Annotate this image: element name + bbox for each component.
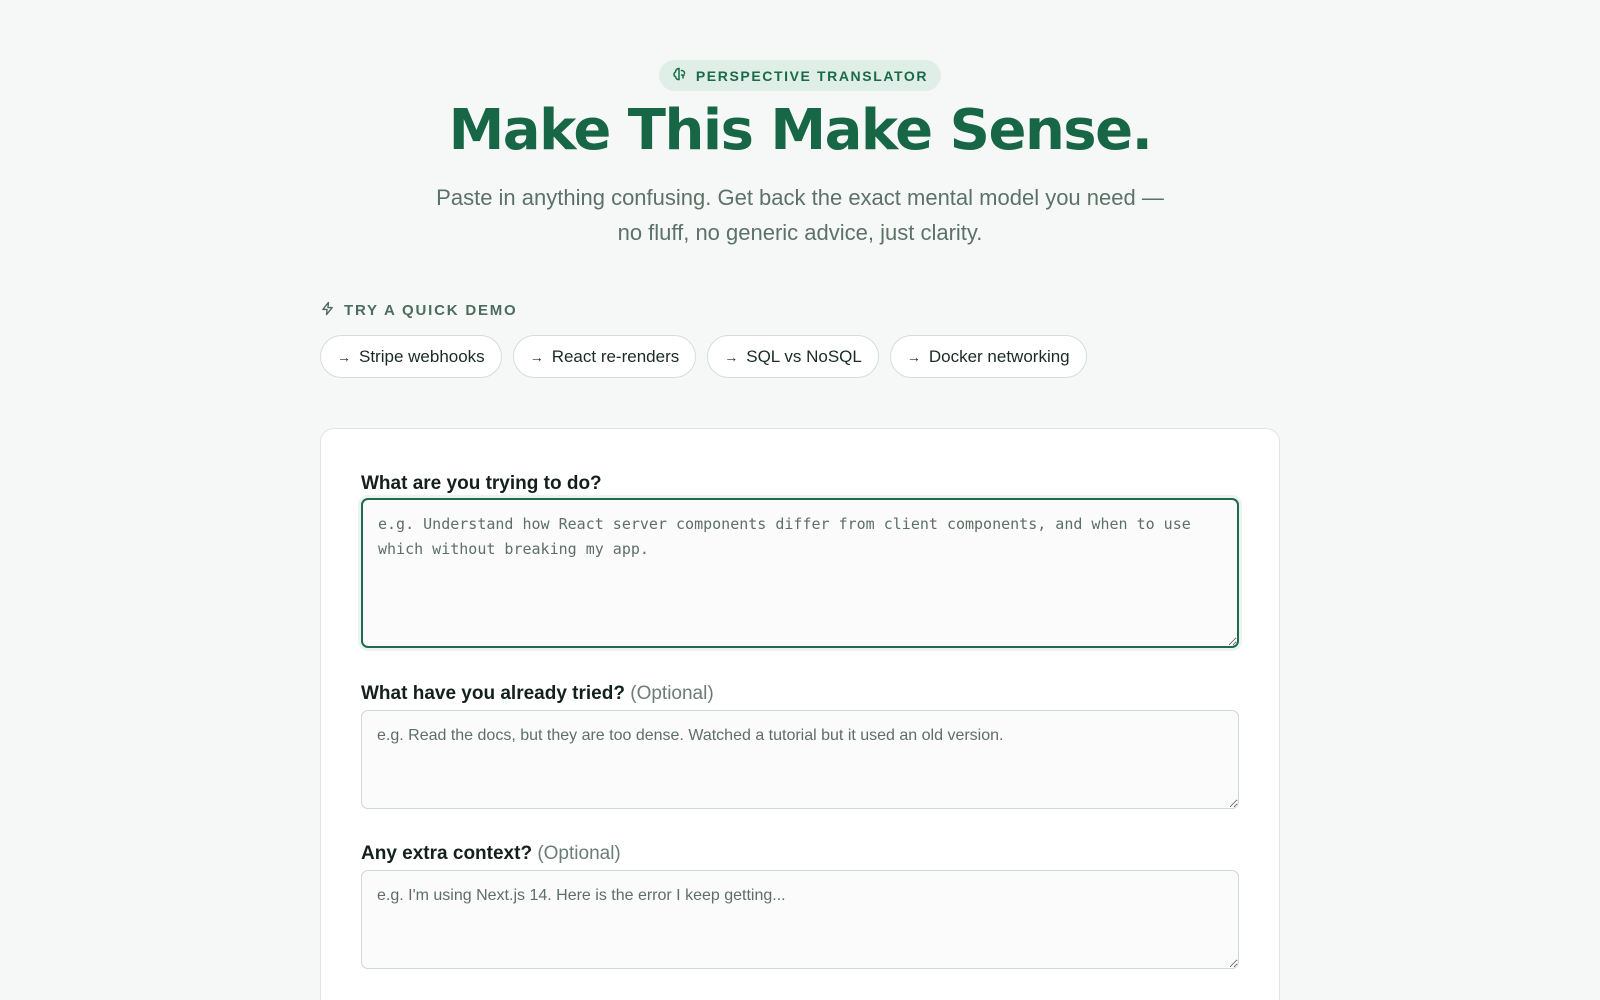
optional-tag: (Optional) [537, 843, 621, 864]
chip-label: Docker networking [928, 346, 1070, 366]
optional-tag: (Optional) [630, 683, 714, 704]
chip-label: Stripe webhooks [359, 346, 485, 366]
form-card [320, 428, 1280, 1000]
arrow-right-icon: → [337, 348, 351, 365]
context-label-text: Any extra context? [361, 843, 533, 864]
lightning-icon [320, 301, 335, 320]
context-textarea[interactable] [361, 870, 1239, 969]
page-title: Make This Make Sense. [448, 98, 1152, 163]
goal-textarea[interactable] [361, 498, 1239, 648]
chip-label: SQL vs NoSQL [746, 346, 862, 366]
goal-label [361, 473, 602, 495]
context-label [361, 843, 621, 865]
tried-label-text: What have you already tried? [361, 683, 625, 704]
arrow-right-icon: → [529, 348, 544, 365]
goal-label-text: What are you trying to do? [361, 473, 602, 494]
demo-chip-stripe-webhooks[interactable] [320, 335, 502, 378]
tried-label [361, 683, 714, 705]
demo-chip-sql-vs-nosql[interactable] [707, 335, 879, 378]
chip-label: React re-renders [551, 346, 680, 366]
arrow-right-icon: → [906, 348, 921, 365]
quick-demo-text: TRY A QUICK DEMO [344, 302, 518, 319]
demo-chips [320, 335, 1087, 378]
page-subtitle: Paste in anything confusing. Get back the exact mental model you need — no fluff, no generic advice, just clarity. [436, 185, 1164, 245]
brain-icon [672, 66, 688, 85]
badge-label: PERSPECTIVE TRANSLATOR [695, 67, 929, 84]
arrow-right-icon: → [724, 348, 739, 365]
demo-chip-react-re-renders[interactable] [513, 335, 697, 378]
quick-demo-label [320, 301, 518, 320]
demo-chip-docker-networking[interactable] [890, 335, 1087, 378]
tried-textarea[interactable] [361, 710, 1239, 809]
perspective-translator-badge [659, 60, 941, 91]
